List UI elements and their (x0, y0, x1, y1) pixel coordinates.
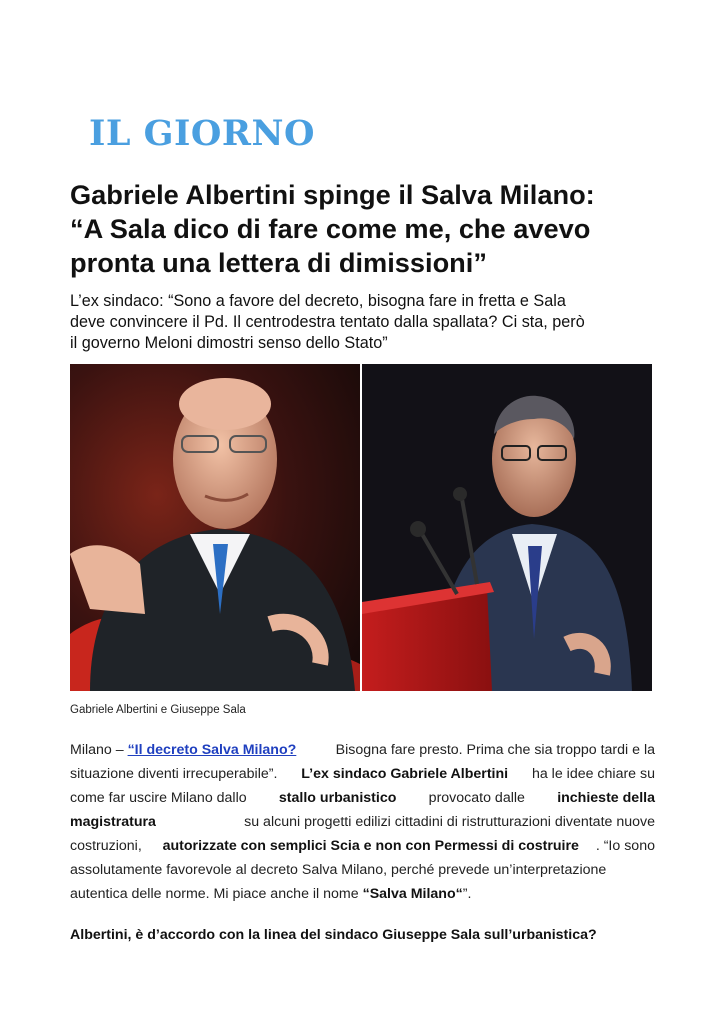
subhead-line: L’ex sindaco: “Sono a favore del decreto, bisogna fare in fretta e Sala (70, 292, 566, 310)
text-span: su alcuni progetti edilizi cittadini di ristrutturazioni diventate nuove (240, 814, 655, 830)
text-span: come far uscire Milano dallo (70, 790, 251, 806)
text-span (70, 738, 296, 762)
photo-albertini (70, 364, 360, 691)
bold-span: L’ex sindaco Gabriele Albertini (301, 766, 509, 782)
body-line (70, 786, 655, 810)
bold-span: “Salva Milano“ (362, 886, 463, 902)
headline-line: “A Sala dico di fare come me, che avevo (70, 213, 591, 244)
body-line (70, 738, 655, 762)
text-span: costruzioni, (70, 838, 146, 854)
photo-sala (362, 364, 652, 691)
portrait-illustration (70, 364, 360, 691)
article-subheading (70, 291, 655, 354)
text-span: . “Io sono (595, 838, 655, 854)
subhead-line: il governo Meloni dimostri senso dello Stato” (70, 334, 388, 352)
bold-span: magistratura (70, 814, 156, 830)
masthead-logo: IL GIORNO (89, 113, 315, 154)
photo-caption: Gabriele Albertini e Giuseppe Sala (70, 704, 246, 716)
text-span: autentica delle norme. Mi piace anche il nome (70, 886, 363, 902)
text-span: situazione diventi irrecuperabile”. (70, 766, 282, 782)
article-body (70, 738, 655, 906)
text-span: Bisogna fare presto. Prima che sia troppo tardi e la (331, 742, 655, 758)
headline-line: Gabriele Albertini spinge il Salva Milano: (70, 179, 595, 210)
text-span: provocato dalle (424, 790, 529, 806)
text-span: Milano – (70, 742, 128, 758)
body-line (70, 810, 655, 834)
body-line (70, 858, 655, 882)
text-span: ha le idee chiare su (528, 766, 655, 782)
bold-span: stallo urbanistico (278, 790, 397, 806)
bold-span: inchieste della (557, 790, 655, 806)
headline-line: pronta una lettera di dimissioni” (70, 247, 487, 278)
body-line (70, 834, 655, 858)
subhead-line: deve convincere il Pd. Il centrodestra tentato dalla spallata? Ci sta, però (70, 313, 585, 331)
body-line (70, 762, 655, 786)
interview-question: Albertini, è d’accordo con la linea del sindaco Giuseppe Sala sull’urbanistica? (70, 927, 597, 943)
bold-span: autorizzate con semplici Scia e non con Permessi di costruire (162, 838, 579, 854)
text-span: assolutamente favorevole al decreto Salva Milano, perché prevede un’interpretazione (70, 862, 607, 878)
body-line (70, 882, 655, 906)
text-span: ”. (462, 886, 472, 902)
salva-milano-link[interactable]: “Il decreto Salva Milano? (127, 742, 297, 758)
portrait-illustration (362, 364, 652, 691)
article-headline (70, 178, 660, 280)
